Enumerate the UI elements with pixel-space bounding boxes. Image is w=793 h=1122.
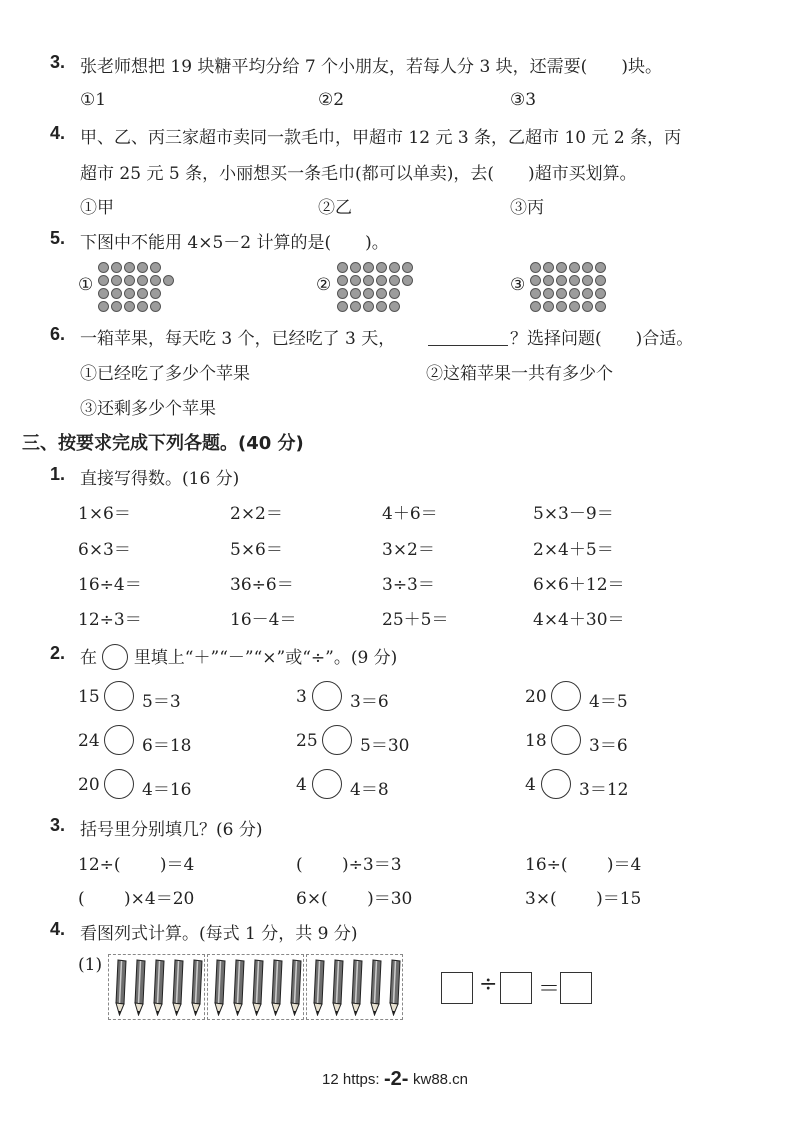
dot bbox=[556, 275, 567, 286]
operand-right: 3＝6 bbox=[350, 692, 389, 712]
operand-right: 3＝12 bbox=[579, 780, 629, 800]
dot bbox=[124, 262, 135, 273]
pencil-icon bbox=[251, 958, 266, 1016]
dot bbox=[137, 301, 148, 312]
dot bbox=[150, 275, 161, 286]
pencil-icon bbox=[232, 958, 247, 1016]
pencil-icon bbox=[171, 958, 186, 1016]
dot bbox=[582, 262, 593, 273]
page-number: -2- bbox=[384, 1068, 409, 1090]
pencil-icon bbox=[331, 958, 346, 1016]
operand-left: 20 bbox=[525, 687, 547, 707]
section-title: 三、按要求完成下列各题。(40 分) bbox=[22, 433, 304, 454]
dot bbox=[350, 288, 361, 299]
dot bbox=[595, 262, 606, 273]
dot bbox=[389, 275, 400, 286]
pencil-icon bbox=[133, 958, 148, 1016]
dot bbox=[595, 288, 606, 299]
question-text: 张老师想把 19 块糖平均分给 7 个小朋友，若每人分 3 块，还需要( )块。 bbox=[80, 57, 662, 77]
dot bbox=[337, 301, 348, 312]
option-1: ①已经吃了多少个苹果 bbox=[80, 364, 250, 384]
answer-box-dividend[interactable] bbox=[441, 972, 473, 1004]
question-number: 2. bbox=[50, 643, 66, 663]
pencil-icon bbox=[388, 958, 403, 1016]
operand-right: 4＝8 bbox=[350, 780, 389, 800]
dot bbox=[569, 301, 580, 312]
calc-item: 6×6＋12＝ bbox=[533, 575, 625, 595]
question-number: 1. bbox=[50, 464, 66, 484]
operand-right: 4＝16 bbox=[142, 780, 192, 800]
answer-blank bbox=[428, 326, 508, 346]
dot bbox=[530, 262, 541, 273]
pencil-icon bbox=[289, 958, 304, 1016]
pencil-icon bbox=[190, 958, 205, 1016]
dot bbox=[363, 288, 374, 299]
operand-left: 3 bbox=[296, 687, 307, 707]
pencil-icon bbox=[152, 958, 167, 1016]
dot bbox=[543, 262, 554, 273]
dot bbox=[350, 275, 361, 286]
dot bbox=[389, 262, 400, 273]
dot bbox=[363, 275, 374, 286]
question-title: 看图列式计算。(每式 1 分，共 9 分) bbox=[80, 924, 358, 944]
dot bbox=[582, 301, 593, 312]
dot bbox=[137, 275, 148, 286]
dot bbox=[389, 288, 400, 299]
pencil-group bbox=[207, 954, 304, 1020]
option-3-label: ③ bbox=[510, 275, 526, 295]
dot bbox=[569, 262, 580, 273]
operand-left: 4 bbox=[296, 775, 307, 795]
dot bbox=[595, 275, 606, 286]
question-number: 3. bbox=[50, 52, 66, 72]
dot bbox=[543, 301, 554, 312]
operand-left: 4 bbox=[525, 775, 536, 795]
dot bbox=[530, 288, 541, 299]
dot bbox=[98, 301, 109, 312]
dot bbox=[376, 301, 387, 312]
dot bbox=[543, 288, 554, 299]
dot bbox=[111, 301, 122, 312]
dot bbox=[98, 288, 109, 299]
dot bbox=[376, 288, 387, 299]
fill-item: 6×( )＝30 bbox=[296, 889, 413, 909]
operand-right: 3＝6 bbox=[589, 736, 628, 756]
calc-item: 2×2＝ bbox=[230, 504, 283, 524]
question-number: 6. bbox=[50, 324, 66, 344]
operand-left: 20 bbox=[78, 775, 100, 795]
operand-right: 5＝30 bbox=[360, 736, 410, 756]
pencil-icon bbox=[114, 958, 129, 1016]
operand-left: 25 bbox=[296, 731, 318, 751]
calc-item: 3×2＝ bbox=[382, 540, 435, 560]
option-3: ③丙 bbox=[510, 198, 544, 218]
dot bbox=[530, 275, 541, 286]
option-3: ③3 bbox=[510, 90, 537, 110]
dot bbox=[337, 288, 348, 299]
divide-sign: ÷ bbox=[479, 972, 498, 997]
dot bbox=[556, 288, 567, 299]
title-start: 在 bbox=[80, 648, 97, 668]
operator-circle[interactable] bbox=[551, 725, 581, 755]
fill-item: ( )÷3＝3 bbox=[296, 855, 402, 875]
operand-left: 18 bbox=[525, 731, 547, 751]
option-1: ①1 bbox=[80, 90, 107, 110]
fill-item: 12÷( )＝4 bbox=[78, 855, 195, 875]
pencil-icon bbox=[213, 958, 228, 1016]
option-1: ①甲 bbox=[80, 198, 114, 218]
dot bbox=[402, 275, 413, 286]
dot bbox=[124, 288, 135, 299]
dot bbox=[350, 262, 361, 273]
calc-item: 2×4＋5＝ bbox=[533, 540, 614, 560]
dot bbox=[363, 262, 374, 273]
sub-question-label: (1) bbox=[78, 955, 103, 975]
option-2: ②乙 bbox=[318, 198, 352, 218]
question-text-end: ？选择问题( )合适。 bbox=[510, 329, 694, 349]
option-2-label: ② bbox=[316, 275, 332, 295]
operand-right: 4＝5 bbox=[589, 692, 628, 712]
dot bbox=[98, 275, 109, 286]
dot bbox=[582, 288, 593, 299]
dot bbox=[530, 301, 541, 312]
answer-box-result[interactable] bbox=[560, 972, 592, 1004]
operand-left: 24 bbox=[78, 731, 100, 751]
calc-item: 3÷3＝ bbox=[382, 575, 435, 595]
operator-circle[interactable] bbox=[104, 769, 134, 799]
dot bbox=[137, 262, 148, 273]
fill-item: 3×( )＝15 bbox=[525, 889, 642, 909]
option-1-label: ① bbox=[78, 275, 94, 295]
dot bbox=[111, 288, 122, 299]
question-number: 4. bbox=[50, 919, 66, 939]
question-number: 4. bbox=[50, 123, 66, 143]
operand-right: 5＝3 bbox=[142, 692, 181, 712]
operator-circle[interactable] bbox=[312, 769, 342, 799]
calc-item: 12÷3＝ bbox=[78, 610, 142, 630]
question-text-start: 一箱苹果，每天吃 3 个，已经吃了 3 天， bbox=[80, 329, 396, 349]
dot bbox=[163, 275, 174, 286]
question-title: 括号里分别填几？(6 分) bbox=[80, 820, 263, 840]
option-2: ②这箱苹果一共有多少个 bbox=[426, 364, 613, 384]
dot bbox=[98, 262, 109, 273]
dot bbox=[556, 262, 567, 273]
dot bbox=[337, 262, 348, 273]
question-number: 5. bbox=[50, 228, 66, 248]
dot bbox=[556, 301, 567, 312]
operand-right: 6＝18 bbox=[142, 736, 192, 756]
option-3: ③还剩多少个苹果 bbox=[80, 399, 216, 419]
question-title: 直接写得数。(16 分) bbox=[80, 469, 240, 489]
operator-circle[interactable] bbox=[104, 725, 134, 755]
pencil-group bbox=[108, 954, 205, 1020]
equals-sign: ＝ bbox=[538, 977, 561, 1002]
fill-item: 16÷( )＝4 bbox=[525, 855, 642, 875]
dot bbox=[543, 275, 554, 286]
dot bbox=[111, 275, 122, 286]
pencil-icon bbox=[369, 958, 384, 1016]
footer-right: kw88.cn bbox=[413, 1071, 469, 1088]
operator-circle[interactable] bbox=[551, 681, 581, 711]
pencil-icon bbox=[312, 958, 327, 1016]
question-text: 超市 25 元 5 条，小丽想买一条毛巾(都可以单卖)，去( )超市买划算。 bbox=[80, 164, 637, 184]
dot bbox=[124, 301, 135, 312]
calc-item: 6×3＝ bbox=[78, 540, 131, 560]
calc-item: 16－4＝ bbox=[230, 610, 297, 630]
dot bbox=[376, 275, 387, 286]
footer-left: 12 https: bbox=[322, 1071, 380, 1088]
calc-item: 5×6＝ bbox=[230, 540, 283, 560]
answer-box-divisor[interactable] bbox=[500, 972, 532, 1004]
calc-item: 5×3－9＝ bbox=[533, 504, 614, 524]
calc-item: 4＋6＝ bbox=[382, 504, 438, 524]
dot bbox=[595, 301, 606, 312]
dot bbox=[389, 301, 400, 312]
pencil-icon bbox=[350, 958, 365, 1016]
dot bbox=[111, 262, 122, 273]
calc-item: 4×4＋30＝ bbox=[533, 610, 625, 630]
calc-item: 1×6＝ bbox=[78, 504, 131, 524]
operator-circle[interactable] bbox=[104, 681, 134, 711]
operator-circle[interactable] bbox=[312, 681, 342, 711]
question-text: 下图中不能用 4×5－2 计算的是( )。 bbox=[80, 233, 389, 253]
dot bbox=[337, 275, 348, 286]
operator-circle[interactable] bbox=[322, 725, 352, 755]
fill-item: ( )×4＝20 bbox=[78, 889, 195, 909]
dot bbox=[363, 301, 374, 312]
option-2: ②2 bbox=[318, 90, 345, 110]
dot bbox=[582, 275, 593, 286]
dot bbox=[569, 288, 580, 299]
dot bbox=[376, 262, 387, 273]
question-text: 甲、乙、丙三家超市卖同一款毛巾，甲超市 12 元 3 条，乙超市 10 元 2 条，丙 bbox=[80, 128, 682, 148]
dot bbox=[150, 301, 161, 312]
operand-left: 15 bbox=[78, 687, 100, 707]
circle-icon bbox=[102, 644, 128, 670]
calc-item: 16÷4＝ bbox=[78, 575, 142, 595]
question-title bbox=[80, 643, 397, 672]
dot bbox=[350, 301, 361, 312]
pencil-icon bbox=[270, 958, 285, 1016]
dot bbox=[124, 275, 135, 286]
title-end: 里填上“＋”“－”“×”或“÷”。(9 分) bbox=[133, 648, 398, 668]
dot bbox=[150, 262, 161, 273]
pencil-group bbox=[306, 954, 403, 1020]
dot bbox=[137, 288, 148, 299]
calc-item: 36÷6＝ bbox=[230, 575, 294, 595]
dot bbox=[402, 262, 413, 273]
dot bbox=[150, 288, 161, 299]
question-number: 3. bbox=[50, 815, 66, 835]
calc-item: 25＋5＝ bbox=[382, 610, 449, 630]
dot bbox=[569, 275, 580, 286]
operator-circle[interactable] bbox=[541, 769, 571, 799]
